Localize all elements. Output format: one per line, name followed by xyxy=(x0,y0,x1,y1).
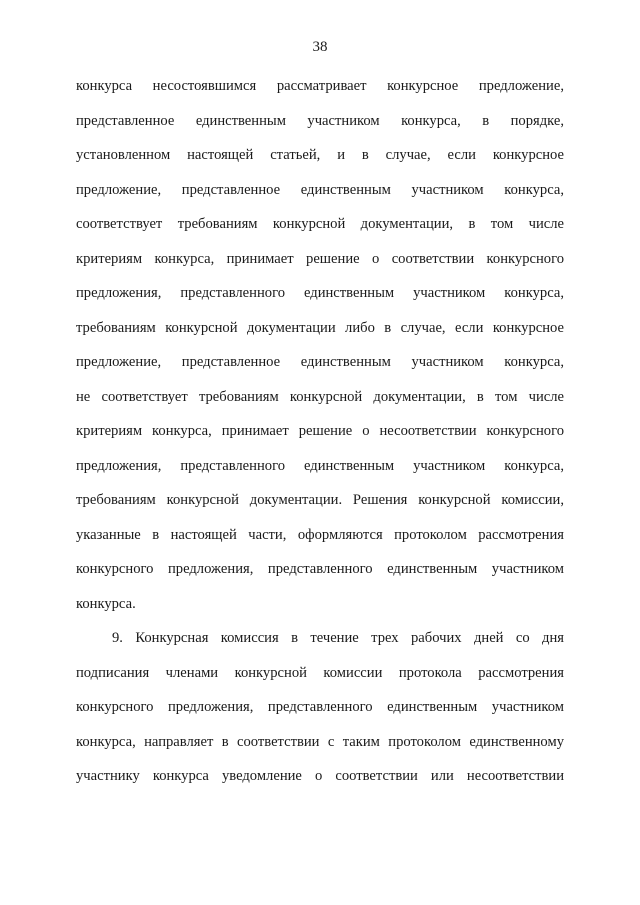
text-line: критериям конкурса, принимает решение о несоответствии конкурсного xyxy=(76,423,564,439)
text-line: представленное единственным участником конкурса, в порядке, xyxy=(76,112,564,129)
text-line: конкурсного предложения, представленного единственным участником xyxy=(76,561,564,577)
text-line: конкурса, направляет в соответствии с таким протоколом единственному xyxy=(76,733,564,750)
document-body xyxy=(76,69,564,794)
text-line: установленном настоящей статьей, и в случае, если конкурсное xyxy=(76,147,564,163)
text-line: критериям конкурса, принимает решение о соответствии конкурсного xyxy=(76,250,564,267)
text-line: 9. Конкурсная комиссия в течение трех рабочих дней со дня xyxy=(112,630,564,646)
text-line: требованиям конкурсной документации. Решения конкурсной комиссии, xyxy=(76,492,564,508)
paragraph-continuation xyxy=(76,69,564,621)
paragraph-9 xyxy=(76,621,564,794)
text-line: конкурса несостоявшимся рассматривает конкурсное предложение, xyxy=(76,78,564,94)
text-line: предложение, представленное единственным участником конкурса, xyxy=(76,181,564,198)
text-line: указанные в настоящей части, оформляются протоколом рассмотрения xyxy=(76,526,564,543)
text-line: конкурсного предложения, представленного единственным участником xyxy=(76,699,564,715)
text-line: соответствует требованиям конкурсной документации, в том числе xyxy=(76,216,564,232)
text-line: предложения, представленного единственным участником конкурса, xyxy=(76,457,564,474)
text-line: подписания членами конкурсной комиссии протокола рассмотрения xyxy=(76,664,564,681)
text-line: конкурса. xyxy=(76,595,136,612)
text-line: предложение, представленное единственным участником конкурса, xyxy=(76,354,564,370)
text-line: не соответствует требованиям конкурсной документации, в том числе xyxy=(76,388,564,405)
page-number: 38 xyxy=(312,39,328,55)
text-line: предложения, представленного единственным участником конкурса, xyxy=(76,285,564,301)
text-line: участнику конкурса уведомление о соответствии или несоответствии xyxy=(76,768,564,784)
text-line: требованиям конкурсной документации либо в случае, если конкурсное xyxy=(76,319,564,336)
